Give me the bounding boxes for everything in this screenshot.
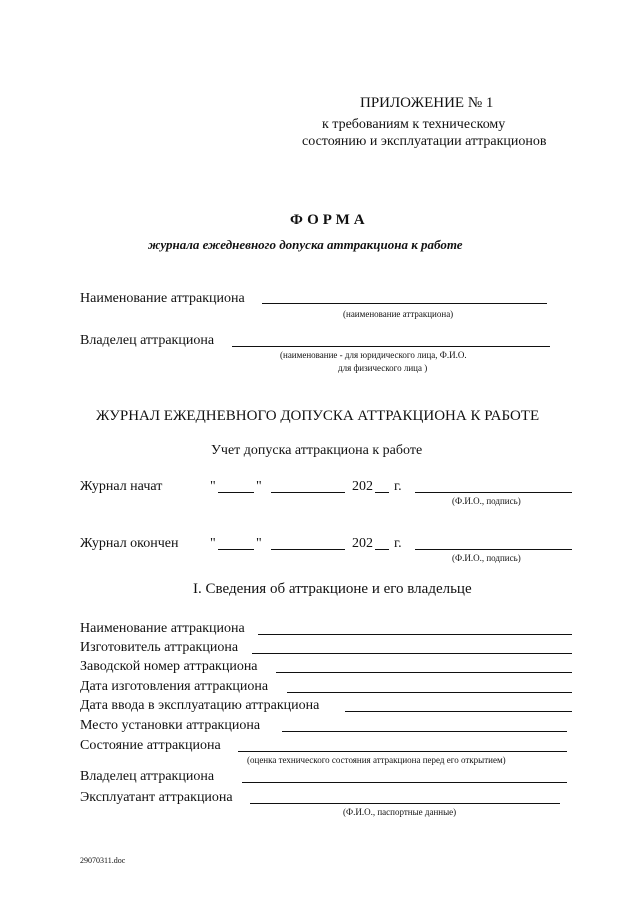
started-year-prefix: 202 xyxy=(352,479,373,494)
journal-started-label: Журнал начат xyxy=(80,479,163,494)
field-line-commissioning-date[interactable] xyxy=(345,711,572,712)
started-signature-note: (Ф.И.О., подпись) xyxy=(452,496,521,506)
quote-open: " xyxy=(210,479,216,494)
field-line-location[interactable] xyxy=(282,731,567,732)
started-month-line[interactable] xyxy=(271,492,345,493)
field-line-manufacturer[interactable] xyxy=(252,653,572,654)
footer-file-name: 29070311.doc xyxy=(80,856,126,865)
owner-note-1: (наименование - для юридического лица, Ф.И.О. xyxy=(280,350,467,360)
journal-heading: ЖУРНАЛ ЕЖЕДНЕВНОГО ДОПУСКА АТТРАКЦИОНА К РАБОТЕ xyxy=(96,408,540,424)
started-day-line[interactable] xyxy=(218,492,254,493)
ended-signature-line[interactable] xyxy=(415,549,572,550)
field-line-operator[interactable] xyxy=(250,803,560,804)
attraction-name-label: Наименование аттракциона xyxy=(80,291,245,306)
journal-subheading: Учет допуска аттракциона к работе xyxy=(211,443,423,458)
ended-month-line[interactable] xyxy=(271,549,345,550)
started-year-suffix: г. xyxy=(394,479,402,494)
section-1-title: I. Сведения об аттракционе и его владельце xyxy=(193,581,472,597)
field-label-location: Место установки аттракциона xyxy=(80,718,261,733)
owner-label: Владелец аттракциона xyxy=(80,333,215,348)
field-label-serial: Заводской номер аттракциона xyxy=(80,659,258,674)
quote-close: " xyxy=(256,536,262,551)
attraction-name-note: (наименование аттракциона) xyxy=(343,309,454,319)
state-note: (оценка технического состояния аттракциона перед его открытием) xyxy=(247,755,506,765)
operator-note: (Ф.И.О., паспортные данные) xyxy=(343,807,457,817)
ended-year-line[interactable] xyxy=(375,549,389,550)
field-label-commissioning-date: Дата ввода в эксплуатацию аттракциона xyxy=(80,698,320,713)
field-label-owner: Владелец аттракциона xyxy=(80,769,215,784)
field-line-name[interactable] xyxy=(258,634,572,635)
field-label-manufacture-date: Дата изготовления аттракциона xyxy=(80,679,269,694)
quote-open: " xyxy=(210,536,216,551)
field-line-manufacture-date[interactable] xyxy=(287,692,572,693)
started-signature-line[interactable] xyxy=(415,492,572,493)
appendix-line-2: состоянию и эксплуатации аттракционов xyxy=(302,134,547,149)
owner-note-2: для физического лица ) xyxy=(338,363,428,373)
field-label-manufacturer: Изготовитель аттракциона xyxy=(80,640,239,655)
owner-line[interactable] xyxy=(232,346,550,347)
field-label-name: Наименование аттракциона xyxy=(80,621,245,636)
appendix-title: ПРИЛОЖЕНИЕ № 1 xyxy=(360,95,494,111)
form-title: ФОРМА xyxy=(290,212,369,228)
field-line-state[interactable] xyxy=(238,751,567,752)
form-subtitle: журнала ежедневного допуска аттракциона к работе xyxy=(148,237,463,252)
quote-close: " xyxy=(256,479,262,494)
field-label-operator: Эксплуатант аттракциона xyxy=(80,790,233,805)
field-line-owner[interactable] xyxy=(242,782,567,783)
ended-year-suffix: г. xyxy=(394,536,402,551)
ended-year-prefix: 202 xyxy=(352,536,373,551)
ended-signature-note: (Ф.И.О., подпись) xyxy=(452,553,521,563)
attraction-name-line[interactable] xyxy=(262,303,547,304)
field-line-serial[interactable] xyxy=(276,672,572,673)
field-label-state: Состояние аттракциона xyxy=(80,738,221,753)
journal-ended-label: Журнал окончен xyxy=(80,536,179,551)
ended-day-line[interactable] xyxy=(218,549,254,550)
appendix-line-1: к требованиям к техническому xyxy=(322,117,506,132)
started-year-line[interactable] xyxy=(375,492,389,493)
